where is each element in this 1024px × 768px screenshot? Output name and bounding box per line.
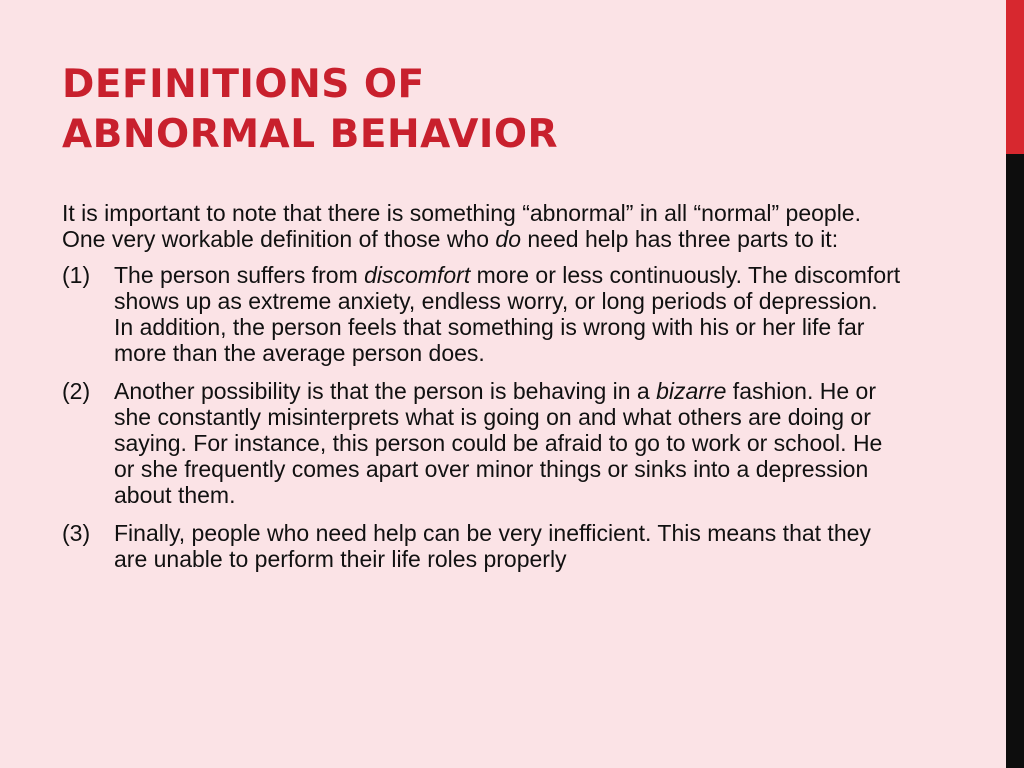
slide-title	[62, 60, 558, 160]
list-item-text-a: Another possibility is that the person is behaving in a	[114, 378, 657, 404]
side-accent-bar-black	[1006, 154, 1024, 768]
list-item-text-a: Finally, people who need help can be very inefficient. This means that they are unable to perform their life roles properly	[114, 520, 871, 572]
intro-emphasis: do	[495, 226, 521, 252]
list-item-number: (3)	[62, 520, 91, 546]
intro-paragraph	[62, 200, 902, 252]
list-item	[62, 520, 902, 572]
list-item-text	[114, 262, 902, 366]
slide-title-line-1: DEFINITIONS OF	[62, 62, 425, 107]
list-item	[62, 378, 902, 508]
intro-text-a: It is important to note that there is something “abnormal” in all “normal” people. One very workable definition of those who	[62, 200, 861, 252]
list-item-number: (1)	[62, 262, 91, 288]
side-accent-bar-red	[1006, 0, 1024, 154]
list-item-text	[114, 520, 902, 572]
side-accent-bar	[1006, 0, 1024, 768]
list-item-text	[114, 378, 902, 508]
intro-text-b: need help has three parts to it:	[521, 226, 839, 252]
list-item-emphasis: discomfort	[364, 262, 471, 288]
slide-body	[62, 200, 902, 584]
list-item-emphasis: bizarre	[656, 378, 727, 404]
list-item	[62, 262, 902, 366]
list-item-text-b: fashion. He or she constantly misinterprets what is going on and what others are doing or saying. For instance, this person could be afraid to go to work or school. He or she frequently comes apart over minor things or sinks into a depression about them.	[114, 378, 883, 508]
list-item-text-b: more or less continuously. The discomfort shows up as extreme anxiety, endless worry, or long periods of depression. In addition, the person feels that something is wrong with his or her life far more than the average person does.	[114, 262, 901, 366]
list-item-number: (2)	[62, 378, 91, 404]
slide-title-line-2: ABNORMAL BEHAVIOR	[62, 112, 559, 157]
list-item-text-a: The person suffers from	[114, 262, 365, 288]
